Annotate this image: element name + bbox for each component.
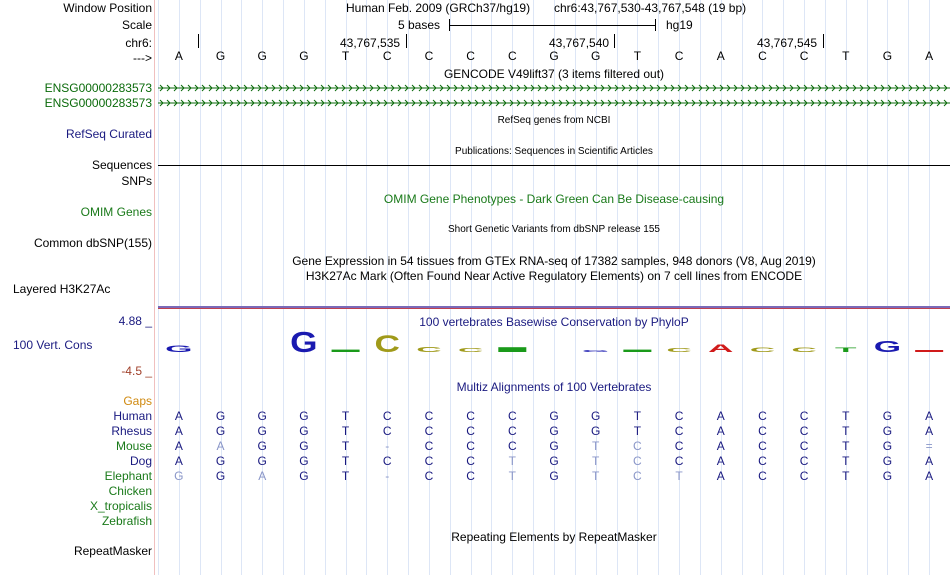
- ruler-tick-3: [823, 34, 824, 48]
- conservation-letter: C: [749, 346, 776, 354]
- alignment-base: T: [633, 424, 642, 438]
- alignment-base: C: [466, 439, 475, 453]
- reference-base: C: [424, 49, 434, 63]
- alignment-base: =: [925, 439, 933, 453]
- ruler-tick-2: [614, 34, 615, 48]
- alignment-base: G: [549, 454, 559, 468]
- alignment-base: C: [382, 454, 392, 468]
- conservation-letter: G: [165, 344, 193, 355]
- alignment-base: A: [925, 469, 934, 483]
- alignment-base: C: [758, 469, 767, 483]
- alignment-base: G: [549, 409, 559, 423]
- reference-base: C: [466, 49, 475, 63]
- conservation-bar: [623, 350, 651, 352]
- reference-base: G: [299, 49, 309, 63]
- conservation-bar: [498, 347, 526, 352]
- alignment-base: C: [424, 409, 434, 423]
- species-label[interactable]: X_tropicalis: [89, 499, 152, 513]
- label-separator: [154, 0, 155, 575]
- alignment-base: G: [174, 469, 184, 483]
- conservation-letter: G: [290, 330, 318, 359]
- conservation-letter: C: [666, 347, 692, 354]
- alignment-base: G: [882, 469, 893, 483]
- assembly-text: Human Feb. 2009 (GRCh37/hg19): [346, 1, 531, 15]
- alignment-base: C: [424, 454, 434, 468]
- repeatmasker-track-title: Repeating Elements by RepeatMasker: [451, 530, 657, 544]
- reference-base: C: [507, 49, 517, 63]
- reference-base: T: [842, 49, 850, 63]
- ruler-coord-3: 43,767,545: [757, 36, 818, 50]
- conservation-bar: [915, 350, 943, 352]
- window-position-label: Window Position: [63, 1, 152, 15]
- alignment-base: A: [716, 469, 725, 483]
- h3k27ac-label[interactable]: Layered H3K27Ac: [13, 282, 111, 296]
- reference-base: G: [591, 49, 601, 63]
- reference-base: G: [215, 49, 226, 63]
- conservation-letter: A: [708, 341, 734, 355]
- alignment-base: C: [758, 454, 767, 468]
- alignment-base: T: [842, 439, 850, 453]
- alignment-base: C: [466, 469, 475, 483]
- alignment-base: G: [299, 409, 309, 423]
- reference-base: G: [257, 49, 267, 63]
- species-label[interactable]: Mouse: [115, 439, 152, 453]
- alignment-base: A: [258, 469, 267, 483]
- alignment-base: A: [174, 424, 183, 438]
- alignment-base: G: [549, 439, 559, 453]
- alignment-base: T: [341, 439, 350, 453]
- conservation-letter: C: [457, 347, 484, 354]
- alignment-base: A: [716, 454, 725, 468]
- chromosome-label: chr6:: [125, 36, 152, 50]
- reference-base: A: [925, 49, 934, 63]
- alignment-base: G: [882, 424, 893, 438]
- alignment-base: A: [216, 439, 225, 453]
- conservation-letter: G: [581, 349, 610, 353]
- alignment-base: A: [174, 439, 183, 453]
- gencode-gene-label-1[interactable]: ENSG00000283573: [44, 81, 152, 95]
- conservation-letter: T: [835, 346, 857, 354]
- alignment-base: C: [507, 409, 517, 423]
- species-label[interactable]: Zebrafish: [101, 514, 152, 528]
- scale-bar: [449, 25, 656, 26]
- reference-base: G: [882, 49, 893, 63]
- alignment-base: G: [299, 424, 309, 438]
- reference-base: C: [674, 49, 684, 63]
- alignment-base: A: [716, 409, 725, 423]
- alignment-base: G: [299, 469, 309, 483]
- omim-track-title: OMIM Gene Phenotypes - Dark Green Can Be Disease-causing: [383, 192, 725, 206]
- alignment-base: T: [842, 409, 850, 423]
- alignment-base: C: [758, 424, 767, 438]
- alignment-base: C: [466, 454, 475, 468]
- alignment-base: T: [592, 469, 600, 483]
- alignment-base: G: [882, 454, 893, 468]
- species-label[interactable]: Human: [113, 409, 152, 423]
- gtex-track-title: Gene Expression in 54 tissues from GTEx RNA-seq of 17382 samples, 948 donors (V8, Aug 2019): [292, 254, 816, 268]
- alignment-base: C: [799, 409, 809, 423]
- scale-text: 5 bases: [398, 18, 441, 32]
- alignment-base: C: [674, 409, 684, 423]
- alignment-base: A: [716, 424, 725, 438]
- sequences-label[interactable]: Sequences: [91, 158, 152, 172]
- ruler-coord-2: 43,767,540: [549, 36, 610, 50]
- refseq-track-title: RefSeq genes from NCBI: [497, 115, 611, 126]
- alignment-base: A: [716, 439, 725, 453]
- reference-base: C: [758, 49, 767, 63]
- strand-arrow-label: --->: [133, 51, 152, 65]
- alignment-base: G: [882, 439, 893, 453]
- alignment-base: -: [385, 439, 390, 453]
- alignment-base: C: [799, 424, 809, 438]
- gencode-gene-2[interactable]: [158, 99, 950, 107]
- track-labels-panel: [0, 0, 154, 575]
- scale-db: hg19: [666, 18, 693, 32]
- conservation-min-label: -4.5 _: [121, 364, 152, 378]
- alignment-base: C: [507, 439, 517, 453]
- alignment-base: C: [424, 469, 434, 483]
- h3k27ac-track-title: H3K27Ac Mark (Often Found Near Active Regulatory Elements) on 7 cell lines from ENCODE: [305, 269, 803, 283]
- alignment-base: C: [674, 439, 684, 453]
- alignment-base: C: [758, 409, 767, 423]
- alignment-base: T: [842, 424, 850, 438]
- alignment-base: T: [341, 424, 350, 438]
- dbsnp-track-title: Short Genetic Variants from dbSNP release 155: [448, 224, 660, 235]
- alignment-base: T: [341, 409, 350, 423]
- publications-track-title: Publications: Sequences in Scientific Articles: [455, 146, 653, 157]
- reference-base: C: [382, 49, 392, 63]
- gencode-gene-1[interactable]: [158, 84, 950, 92]
- omim-genes-label[interactable]: OMIM Genes: [80, 205, 152, 219]
- dbsnp-label[interactable]: Common dbSNP(155): [33, 236, 152, 250]
- reference-base: G: [549, 49, 559, 63]
- reference-base: T: [341, 49, 350, 63]
- refseq-curated-label[interactable]: RefSeq Curated: [65, 127, 152, 141]
- alignment-base: G: [591, 409, 601, 423]
- conservation-letter: C: [374, 331, 400, 358]
- alignment-base: G: [257, 439, 267, 453]
- species-label[interactable]: Dog: [129, 454, 152, 468]
- ruler-tick-1: [406, 34, 407, 48]
- alignment-base: C: [424, 439, 434, 453]
- conservation-letter: C: [416, 345, 442, 354]
- alignment-base: C: [382, 424, 392, 438]
- alignment-base: G: [257, 454, 267, 468]
- alignment-base: G: [299, 454, 309, 468]
- alignment-base: A: [925, 454, 934, 468]
- gaps-label: Gaps: [123, 394, 152, 408]
- species-label[interactable]: Elephant: [104, 469, 152, 483]
- alignment-base: G: [215, 469, 226, 483]
- alignment-base: C: [466, 409, 475, 423]
- alignment-base: T: [633, 409, 642, 423]
- alignment-base: G: [257, 409, 267, 423]
- alignment-base: C: [758, 439, 767, 453]
- alignment-base: G: [882, 409, 893, 423]
- species-label[interactable]: Chicken: [108, 484, 152, 498]
- alignment-base: T: [592, 454, 600, 468]
- sequences-line: [158, 165, 950, 166]
- reference-base: A: [716, 49, 725, 63]
- alignment-base: G: [549, 424, 559, 438]
- alignment-base: -: [385, 469, 390, 483]
- conservation-logo: [158, 330, 950, 370]
- reference-base: C: [799, 49, 809, 63]
- repeatmasker-label[interactable]: RepeatMasker: [73, 544, 152, 558]
- alignment-base: T: [508, 454, 516, 468]
- alignment-base: T: [341, 454, 350, 468]
- scale-label: Scale: [121, 18, 152, 32]
- conservation-max-label: 4.88 _: [118, 314, 152, 328]
- alignment-base: T: [341, 469, 350, 483]
- alignment-base: G: [549, 469, 559, 483]
- gencode-gene-label-2[interactable]: ENSG00000283573: [44, 96, 152, 110]
- h3k27ac-band-bottom: [158, 308, 950, 309]
- ruler-tick-start: [198, 34, 199, 48]
- alignment-base: A: [925, 424, 934, 438]
- multiz-track-title: Multiz Alignments of 100 Vertebrates: [456, 380, 652, 394]
- alignment-base: T: [675, 469, 683, 483]
- alignment-base: C: [382, 409, 392, 423]
- alignment-base: C: [674, 454, 684, 468]
- snps-label[interactable]: SNPs: [121, 174, 152, 188]
- alignment-base: G: [591, 424, 601, 438]
- position-text: chr6:43,767,530-43,767,548 (19 bp): [554, 1, 747, 15]
- conservation-letter: C: [791, 346, 817, 354]
- reference-base: T: [633, 49, 642, 63]
- alignment-base: T: [508, 469, 516, 483]
- alignment-base: G: [299, 439, 309, 453]
- alignment-base: A: [174, 409, 183, 423]
- conservation-bar: [332, 350, 360, 352]
- alignment-base: C: [799, 439, 809, 453]
- conservation-label[interactable]: 100 Vert. Cons: [13, 338, 93, 352]
- scale-bar-end: [655, 19, 656, 31]
- alignment-base: C: [799, 454, 809, 468]
- alignment-base: C: [633, 439, 642, 453]
- alignment-base: C: [633, 469, 642, 483]
- species-label[interactable]: Rhesus: [111, 424, 152, 438]
- alignment-base: C: [507, 424, 517, 438]
- alignment-base: A: [925, 409, 934, 423]
- alignment-base: G: [257, 424, 267, 438]
- reference-base: A: [174, 49, 183, 63]
- alignment-base: A: [174, 454, 183, 468]
- phylop-track-title: 100 vertebrates Basewise Conservation by PhyloP: [419, 315, 689, 329]
- alignment-base: G: [215, 409, 226, 423]
- alignment-base: C: [466, 424, 475, 438]
- ruler-coord-1: 43,767,535: [340, 36, 401, 50]
- alignment-base: T: [592, 439, 600, 453]
- tracks-area[interactable]: [158, 0, 950, 575]
- conservation-letter: G: [873, 337, 902, 356]
- alignment-base: C: [424, 424, 434, 438]
- alignment-base: G: [215, 454, 226, 468]
- alignment-base: G: [215, 424, 226, 438]
- alignment-base: C: [674, 424, 684, 438]
- gencode-track-title: GENCODE V49lift37 (3 items filtered out): [443, 67, 665, 81]
- alignment-base: C: [633, 454, 642, 468]
- alignment-base: T: [842, 454, 850, 468]
- alignment-base: T: [842, 469, 850, 483]
- alignment-base: C: [799, 469, 809, 483]
